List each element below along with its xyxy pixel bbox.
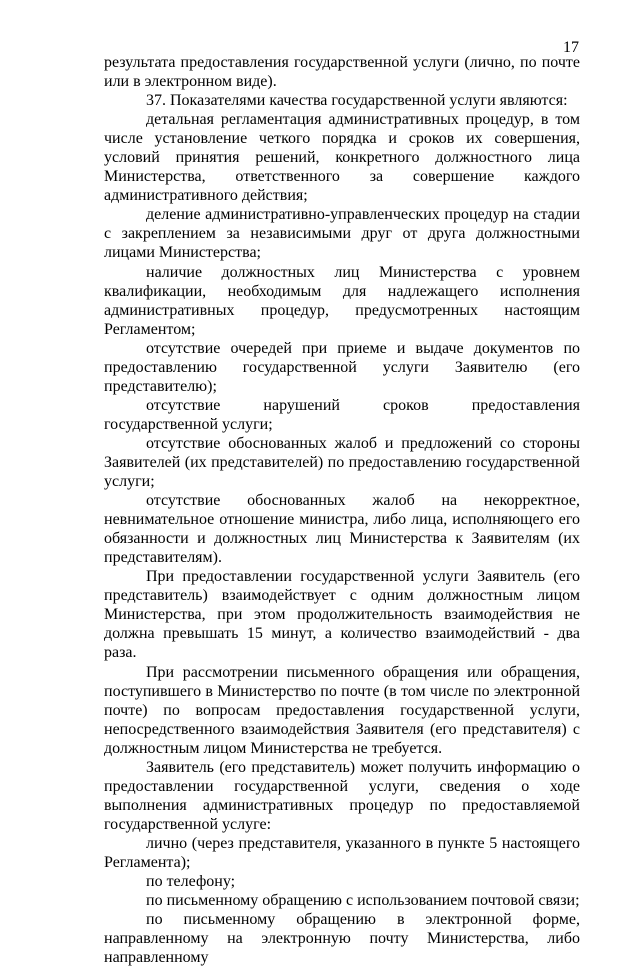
- paragraph: При предоставлении государственной услуги Заявитель (его представитель) взаимодействует с одним должностным лицом Министерства, при этом продолжительность взаимодействия не должна превышать 15 минут, а количество взаимодействий - два раза.: [104, 568, 580, 662]
- paragraph: отсутствие обоснованных жалоб на некорректное, невнимательное отношение министра, либо лица, исполняющего его обязанности и должностных лиц Министерства к Заявителям (их представителям).: [104, 492, 580, 567]
- paragraph: по письменному обращению с использованием почтовой связи;: [146, 892, 580, 910]
- page-number: 17: [563, 39, 579, 56]
- paragraph: наличие должностных лиц Министерства с уровнем квалификации, необходимым для надлежащего исполнения административных процедур, предусмотренных настоящим Регламентом;: [104, 263, 580, 338]
- paragraph: Заявитель (его представитель) может получить информацию о предоставлении государственной услуги, сведения о ходе выполнения административных процедур по предоставляемой государственной услуге:: [104, 758, 580, 833]
- text-line: или в электронном виде).: [104, 73, 277, 91]
- paragraph: При рассмотрении письменного обращения или обращения, поступившего в Министерство по почте (в том числе по электронной почте) по вопросам предоставления государственной услуги, непосредственного взаимодействия Заявителя (его представителя) с должностным лицом Министерства не требуется.: [104, 663, 580, 757]
- paragraph-continuation: [104, 53, 580, 91]
- paragraph-continued: по письменному обращению в электронной форме, направленному на электронную почту Министерства, либо направленному: [104, 911, 580, 967]
- paragraph: отсутствие очередей при приеме и выдаче документов по предоставлению государственной услуги Заявителю (его представителю);: [104, 339, 580, 395]
- paragraph: деление административно-управленческих процедур на стадии с закреплением за независимыми друг от друга должностными лицами Министерства;: [104, 206, 580, 262]
- document-body: [104, 53, 580, 967]
- paragraph: отсутствие нарушений сроков предоставления государственной услуги;: [104, 396, 580, 433]
- paragraph: лично (через представителя, указанного в пункте 5 настоящего Регламента);: [104, 834, 580, 871]
- text-line: результата предоставления государственной услуги (лично, по почте: [104, 54, 580, 71]
- paragraph: детальная регламентация административных процедур, в том числе установление четкого порядка и сроков их совершения, условий принятия решений, конкретного должностного лица Министерства, ответственного за совершение каждого административного действия;: [104, 111, 580, 205]
- paragraph: отсутствие обоснованных жалоб и предложений со стороны Заявителей (их представителей) по предоставлению государственной услуги;: [104, 434, 580, 491]
- clause-37-heading: 37. Показателями качества государственной услуги являются:: [146, 92, 568, 110]
- paragraph: по телефону;: [146, 873, 236, 891]
